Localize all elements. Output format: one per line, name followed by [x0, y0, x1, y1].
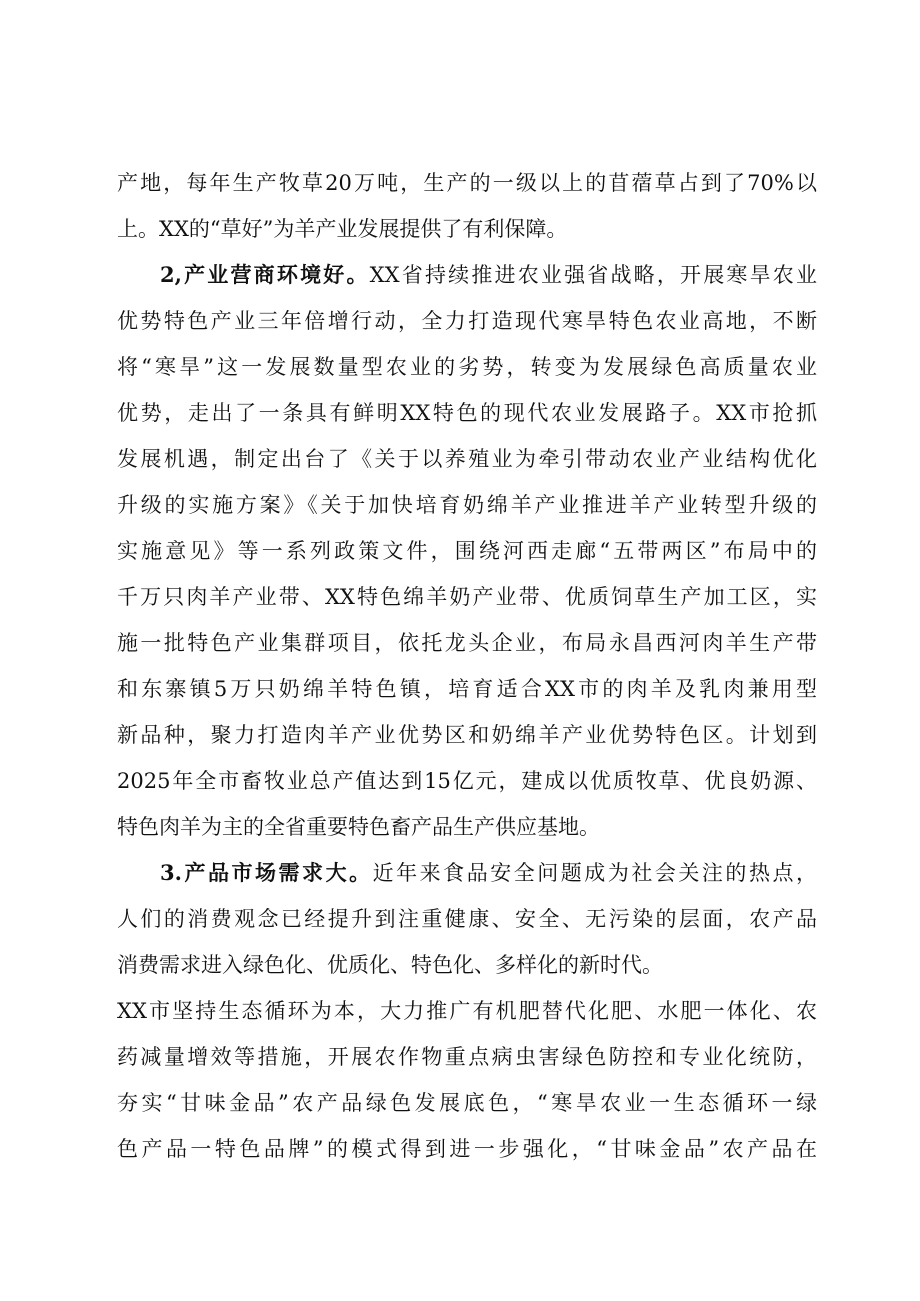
paragraph-2-text: XX省持续推进农业强省战略，开展寒旱农业	[369, 263, 817, 287]
text-line: 夯实“甘味金品”农产品绿色发展底色，“寒旱农业一生态循环一绿	[117, 1091, 817, 1115]
text-line: 上。XX的“草好”为羊产业发展提供了有利保障。	[117, 217, 568, 241]
text-line: 特色肉羊为主的全省重要特色畜产品生产供应基地。	[117, 815, 600, 839]
text-line: 优势，走出了一条具有鲜明XX特色的现代农业发展路子。XX市抢抓	[117, 401, 817, 425]
paragraph-2-heading: 2,产业营商环境好。	[160, 262, 370, 287]
text-line: 施一批特色产业集群项目，依托龙头企业，布局永昌西河肉羊生产带	[117, 631, 817, 655]
text-line: XX市坚持生态循环为本，大力推广有机肥替代化肥、水肥一体化、农	[117, 999, 817, 1023]
text-line: 将“寒旱”这一发展数量型农业的劣势，转变为发展绿色高质量农业	[117, 355, 817, 379]
text-line: 色产品一特色品牌”的模式得到进一步强化，“甘味金品”农产品在	[117, 1137, 817, 1161]
text-line: 消费需求进入绿色化、优质化、特色化、多样化的新时代。	[117, 953, 663, 977]
text-line: 药减量增效等措施，开展农作物重点病虫害绿色防控和专业化统防，	[117, 1045, 817, 1069]
text-line: 升级的实施方案》《关于加快培育奶绵羊产业推进羊产业转型升级的	[117, 493, 817, 517]
paragraph-3-first-line	[160, 858, 817, 888]
text-line: 实施意见》等一系列政策文件，围绕河西走廊“五带两区”布局中的	[117, 539, 817, 563]
text-line: 产地，每年生产牧草20万吨，生产的一级以上的苜蓿草占到了70%以	[117, 171, 817, 195]
text-line: 和东寨镇5万只奶绵羊特色镇，培育适合XX市的肉羊及乳肉兼用型	[117, 677, 817, 701]
text-line: 新品种，聚力打造肉羊产业优势区和奶绵羊产业优势特色区。计划到	[117, 723, 817, 747]
text-line: 优势特色产业三年倍增行动，全力打造现代寒旱特色农业高地，不断	[117, 309, 817, 333]
paragraph-2-first-line	[160, 260, 817, 290]
text-line: 发展机遇，制定出台了《关于以养殖业为牵引带动农业产业结构优化	[117, 447, 817, 471]
text-line: 2025年全市畜牧业总产值达到15亿元，建成以优质牧草、优良奶源、	[117, 769, 817, 793]
text-line: 千万只肉羊产业带、XX特色绵羊奶产业带、优质饲草生产加工区，实	[117, 585, 817, 609]
text-line: 人们的消费观念已经提升到注重健康、安全、无污染的层面，农产品	[117, 907, 817, 931]
paragraph-3-text: 近年来食品安全问题成为社会关注的热点，	[372, 861, 817, 885]
paragraph-3-heading: 3.产品市场需求大。	[160, 860, 373, 885]
